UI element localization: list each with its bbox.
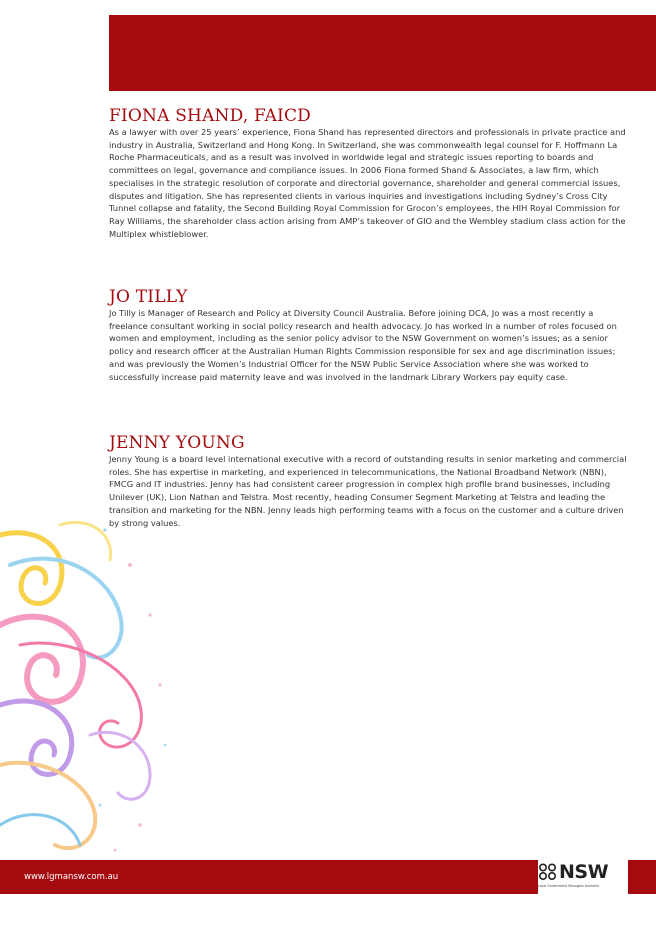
logo-wordmark: NSW bbox=[559, 861, 609, 883]
bio-paragraph: Jo Tilly is Manager of Research and Policy at Diversity Council Australia. Before joining DCA, Jo was a most recently a freelance consultant working in social policy research and health advocacy. Jo has worked in a number of roles focused on women and employment, including as the senior policy advisor to the NSW Government on women’s issues; as a senior policy and research officer at the Australian Human Rights Commission responsible for sex and age discrimination issues; and was previously the Women’s Industrial Officer for the NSW Public Service Association where she was worked to successfully increase paid maternity leave and was involved in the landmark Library Workers pay equity case. bbox=[109, 308, 617, 382]
logo-subtext: Local Government Managers Australia bbox=[538, 884, 599, 888]
nsw-logo bbox=[538, 860, 628, 894]
header-banner bbox=[109, 15, 656, 91]
footer-website-link[interactable]: www.lgmansw.com.au bbox=[24, 872, 119, 882]
bio-fiona-shand bbox=[109, 107, 627, 240]
bio-name-heading: FIONA SHAND, FAICD bbox=[109, 106, 312, 126]
bio-jenny-young bbox=[109, 434, 627, 529]
swirl-ornament bbox=[0, 505, 175, 865]
bio-jo-tilly bbox=[109, 288, 627, 383]
logo-mark-icon bbox=[538, 863, 558, 881]
bio-name-heading: JENNY YOUNG bbox=[109, 433, 245, 453]
bio-paragraph: Jenny Young is a board level international executive with a record of outstanding results in senior marketing and commercial roles. She has expertise in marketing, and experienced in telecommunications, the National Broadband Network (NBN), FMCG and IT industries. Jenny has had consistent career progression in complex high profile brand businesses, including Unilever (UK), Lion Nathan and Telstra. Most recently, heading Consumer Segment Marketing at Telstra and leading the transition and marketing for the NBN. Jenny leads high performing teams with a focus on the customer and a culture driven by strong values. bbox=[109, 454, 627, 528]
bio-name-heading: JO TILLY bbox=[109, 287, 188, 307]
bio-paragraph: As a lawyer with over 25 years’ experience, Fiona Shand has represented directors and professionals in private practice and industry in Australia, Switzerland and Hong Kong. In Switzerland, she was commonwealth legal counsel for F. Hoffmann La Roche Pharmaceuticals, and as a result was involved in worldwide legal and strategic issues reporting to boards and committees on legal, governance and compliance issues. In 2006 Fiona formed Shand & Associates, a law firm, which specialises in the strategic resolution of corporate and directorial governance, shareholder and general commercial issues, disputes and litigation. She has represented clients in various inquiries and investigations including Sydney’s Cross City Tunnel collapse and fatality, the Second Building Royal Commission for Grocon’s employees, the HIH Royal Commission for Ray Williams, the shareholder class action arising from AMP’s takeover of GIO and the Wembley stadium class action for the Multiplex whistleblower. bbox=[109, 127, 626, 239]
